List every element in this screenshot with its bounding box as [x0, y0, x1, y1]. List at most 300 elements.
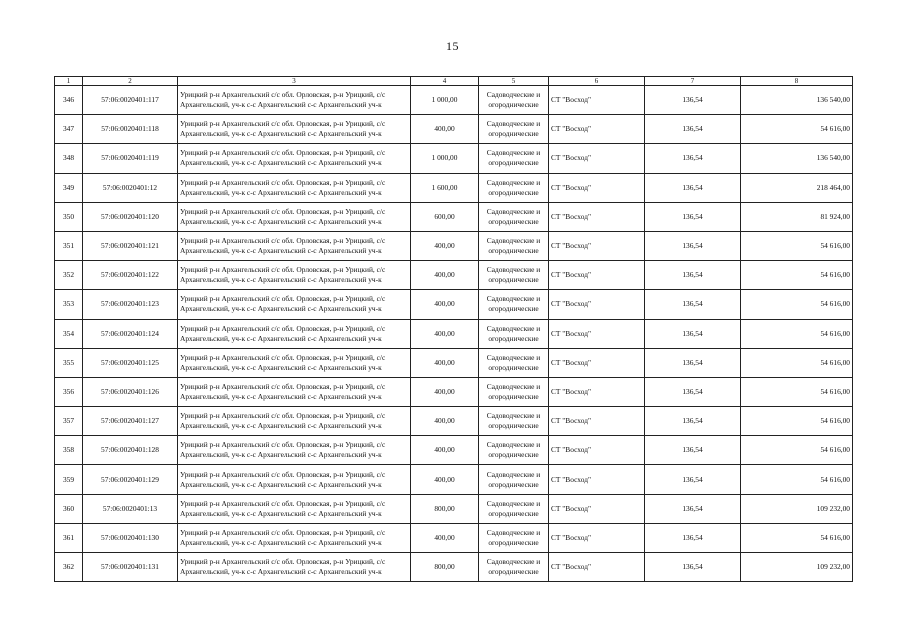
row-number: 354: [62, 328, 75, 338]
row-number: 356: [62, 386, 75, 396]
cadastral-number-cell: [83, 377, 178, 406]
purpose-line-2: огороднические: [488, 508, 539, 518]
cadastral-number-cell: [83, 436, 178, 465]
column-header: 8: [741, 77, 853, 86]
cadastral-number-cell: [83, 319, 178, 348]
address-cell: [178, 465, 411, 494]
address-line-2: Архангельский, уч-к с-с Архангельский с-с Архангельский уч-к: [180, 246, 382, 256]
cadastral-value: 109 232,00: [816, 503, 850, 513]
row-number: 361: [62, 532, 75, 542]
row-number-cell: [55, 553, 83, 582]
cadastral-number: 57:06:0020401:120: [101, 211, 159, 221]
cadastral-number: 57:06:0020401:129: [101, 474, 159, 484]
area-cell: [411, 465, 479, 494]
unit-price-cell: [645, 377, 741, 406]
unit-price-cell: [645, 319, 741, 348]
address-cell: [178, 86, 411, 115]
purpose-cell: [479, 144, 549, 173]
owner-name: СТ "Восход": [551, 532, 591, 542]
owner-cell: [549, 523, 645, 552]
table-row: [55, 465, 853, 494]
address-cell: [178, 261, 411, 290]
purpose-cell: [479, 86, 549, 115]
address-cell: [178, 494, 411, 523]
row-number: 353: [62, 299, 75, 309]
purpose-line-2: огороднические: [488, 216, 539, 226]
purpose-cell: [479, 231, 549, 260]
cadastral-number-cell: [83, 202, 178, 231]
row-number-cell: [55, 115, 83, 144]
column-header: 4: [411, 77, 479, 86]
row-number-cell: [55, 436, 83, 465]
area-value: 400,00: [434, 357, 455, 367]
cadastral-number-cell: [83, 231, 178, 260]
cadastral-number-cell: [83, 494, 178, 523]
row-number: 351: [62, 241, 75, 251]
cadastral-number-cell: [83, 173, 178, 202]
purpose-line-1: Садоводческие и: [486, 381, 541, 391]
owner-name: СТ "Восход": [551, 124, 591, 134]
cadastral-value-cell: [741, 523, 853, 552]
unit-price: 136,54: [682, 241, 703, 251]
area-cell: [411, 523, 479, 552]
address-line-1: Урицкий р-н Архангельский с/с обл. Орловская, р-н Урицкий, с/с: [180, 294, 386, 304]
address-cell: [178, 348, 411, 377]
cadastral-value: 54 616,00: [820, 445, 850, 455]
area-value: 400,00: [434, 299, 455, 309]
row-number: 352: [62, 270, 75, 280]
table-row: [55, 115, 853, 144]
row-number-cell: [55, 377, 83, 406]
unit-price: 136,54: [682, 357, 703, 367]
unit-price-cell: [645, 86, 741, 115]
unit-price-cell: [645, 202, 741, 231]
cadastral-number: 57:06:0020401:126: [101, 386, 159, 396]
address-cell: [178, 523, 411, 552]
owner-name: СТ "Восход": [551, 357, 591, 367]
area-cell: [411, 144, 479, 173]
purpose-line-1: Садоводческие и: [486, 148, 541, 158]
purpose-line-1: Садоводческие и: [486, 440, 541, 450]
cadastral-number: 57:06:0020401:130: [101, 532, 159, 542]
owner-cell: [549, 553, 645, 582]
purpose-cell: [479, 436, 549, 465]
cadastral-number-cell: [83, 553, 178, 582]
purpose-line-1: Садоводческие и: [486, 236, 541, 246]
purpose-line-2: огороднические: [488, 479, 539, 489]
cadastral-value: 54 616,00: [820, 328, 850, 338]
cadastral-number: 57:06:0020401:125: [101, 357, 159, 367]
purpose-line-1: Садоводческие и: [486, 498, 541, 508]
owner-name: СТ "Восход": [551, 182, 591, 192]
owner-name: СТ "Восход": [551, 95, 591, 105]
purpose-cell: [479, 319, 549, 348]
address-line-1: Урицкий р-н Архангельский с/с обл. Орловская, р-н Урицкий, с/с: [180, 148, 386, 158]
purpose-line-1: Садоводческие и: [486, 265, 541, 275]
purpose-cell: [479, 173, 549, 202]
cadastral-value-cell: [741, 465, 853, 494]
table-row: [55, 261, 853, 290]
cadastral-value-cell: [741, 231, 853, 260]
owner-name: СТ "Восход": [551, 270, 591, 280]
area-value: 1 000,00: [431, 95, 458, 105]
cadastral-value-cell: [741, 86, 853, 115]
purpose-line-1: Садоводческие и: [486, 411, 541, 421]
address-line-2: Архангельский, уч-к с-с Архангельский с-с Архангельский уч-к: [180, 362, 382, 372]
cadastral-number: 57:06:0020401:121: [101, 241, 159, 251]
cadastral-number: 57:06:0020401:124: [101, 328, 159, 338]
area-cell: [411, 173, 479, 202]
table-row: [55, 144, 853, 173]
column-header: 1: [55, 77, 83, 86]
cadastral-value: 136 540,00: [816, 95, 850, 105]
area-value: 400,00: [434, 124, 455, 134]
table-row: [55, 202, 853, 231]
cadastral-value: 81 924,00: [820, 211, 850, 221]
cadastral-value-cell: [741, 553, 853, 582]
address-line-2: Архангельский, уч-к с-с Архангельский с-с Архангельский уч-к: [180, 479, 382, 489]
area-value: 400,00: [434, 241, 455, 251]
owner-cell: [549, 173, 645, 202]
area-cell: [411, 436, 479, 465]
owner-name: СТ "Восход": [551, 241, 591, 251]
unit-price-cell: [645, 290, 741, 319]
address-line-2: Архангельский, уч-к с-с Архангельский с-с Архангельский уч-к: [180, 567, 382, 577]
cadastral-value-cell: [741, 173, 853, 202]
unit-price: 136,54: [682, 153, 703, 163]
cadastral-value-cell: [741, 290, 853, 319]
area-value: 400,00: [434, 386, 455, 396]
owner-cell: [549, 377, 645, 406]
owner-cell: [549, 202, 645, 231]
land-plot-register-table: [54, 76, 853, 582]
area-value: 400,00: [434, 416, 455, 426]
cadastral-number-cell: [83, 465, 178, 494]
cadastral-value: 54 616,00: [820, 299, 850, 309]
table-row: [55, 523, 853, 552]
address-line-1: Урицкий р-н Архангельский с/с обл. Орловская, р-н Урицкий, с/с: [180, 236, 386, 246]
cadastral-value: 109 232,00: [816, 562, 850, 572]
purpose-line-1: Садоводческие и: [486, 469, 541, 479]
address-cell: [178, 436, 411, 465]
unit-price-cell: [645, 465, 741, 494]
purpose-line-1: Садоводческие и: [486, 352, 541, 362]
address-line-1: Урицкий р-н Архангельский с/с обл. Орловская, р-н Урицкий, с/с: [180, 265, 386, 275]
area-value: 400,00: [434, 532, 455, 542]
unit-price-cell: [645, 144, 741, 173]
row-number-cell: [55, 348, 83, 377]
owner-name: СТ "Восход": [551, 474, 591, 484]
owner-cell: [549, 465, 645, 494]
cadastral-number-cell: [83, 290, 178, 319]
cadastral-value-cell: [741, 407, 853, 436]
unit-price: 136,54: [682, 562, 703, 572]
cadastral-value-cell: [741, 436, 853, 465]
area-cell: [411, 261, 479, 290]
cadastral-number: 57:06:0020401:127: [101, 416, 159, 426]
cadastral-value-cell: [741, 377, 853, 406]
area-cell: [411, 86, 479, 115]
unit-price-cell: [645, 261, 741, 290]
cadastral-value-cell: [741, 202, 853, 231]
cadastral-value-cell: [741, 115, 853, 144]
address-cell: [178, 319, 411, 348]
table-row: [55, 377, 853, 406]
purpose-line-1: Садоводческие и: [486, 90, 541, 100]
column-header: 7: [645, 77, 741, 86]
owner-cell: [549, 290, 645, 319]
purpose-cell: [479, 290, 549, 319]
cadastral-number-cell: [83, 523, 178, 552]
cadastral-value: 54 616,00: [820, 270, 850, 280]
area-value: 400,00: [434, 270, 455, 280]
owner-cell: [549, 319, 645, 348]
address-cell: [178, 407, 411, 436]
row-number: 358: [62, 445, 75, 455]
purpose-line-1: Садоводческие и: [486, 557, 541, 567]
area-cell: [411, 290, 479, 319]
cadastral-number: 57:06:0020401:123: [101, 299, 159, 309]
area-cell: [411, 377, 479, 406]
cadastral-number: 57:06:0020401:119: [101, 153, 159, 163]
owner-cell: [549, 494, 645, 523]
owner-name: СТ "Восход": [551, 562, 591, 572]
purpose-line-2: огороднические: [488, 187, 539, 197]
address-line-2: Архангельский, уч-к с-с Архангельский с-с Архангельский уч-к: [180, 537, 382, 547]
address-cell: [178, 202, 411, 231]
address-line-2: Архангельский, уч-к с-с Архангельский с-с Архангельский уч-к: [180, 333, 382, 343]
address-line-2: Архангельский, уч-к с-с Архангельский с-с Архангельский уч-к: [180, 391, 382, 401]
table-row: [55, 494, 853, 523]
purpose-line-1: Садоводческие и: [486, 119, 541, 129]
purpose-cell: [479, 261, 549, 290]
unit-price: 136,54: [682, 182, 703, 192]
unit-price: 136,54: [682, 124, 703, 134]
purpose-line-2: огороднические: [488, 304, 539, 314]
address-line-1: Урицкий р-н Архангельский с/с обл. Орловская, р-н Урицкий, с/с: [180, 90, 386, 100]
address-line-1: Урицкий р-н Архангельский с/с обл. Орловская, р-н Урицкий, с/с: [180, 323, 386, 333]
row-number: 346: [62, 95, 75, 105]
cadastral-value: 136 540,00: [816, 153, 850, 163]
address-line-2: Архангельский, уч-к с-с Архангельский с-с Архангельский уч-к: [180, 158, 382, 168]
area-cell: [411, 494, 479, 523]
unit-price-cell: [645, 407, 741, 436]
address-line-1: Урицкий р-н Архангельский с/с обл. Орловская, р-н Урицкий, с/с: [180, 527, 386, 537]
row-number-cell: [55, 465, 83, 494]
table-body: [55, 86, 853, 582]
address-line-1: Урицкий р-н Архангельский с/с обл. Орловская, р-н Урицкий, с/с: [180, 206, 386, 216]
cadastral-number-cell: [83, 144, 178, 173]
column-header: 6: [549, 77, 645, 86]
purpose-cell: [479, 553, 549, 582]
address-line-1: Урицкий р-н Архангельский с/с обл. Орловская, р-н Урицкий, с/с: [180, 352, 386, 362]
cadastral-number-cell: [83, 407, 178, 436]
cadastral-number: 57:06:0020401:13: [102, 503, 158, 513]
owner-name: СТ "Восход": [551, 211, 591, 221]
area-cell: [411, 115, 479, 144]
column-number-header-row: [55, 77, 853, 86]
address-line-2: Архангельский, уч-к с-с Архангельский с-с Архангельский уч-к: [180, 421, 382, 431]
owner-cell: [549, 231, 645, 260]
purpose-line-2: огороднические: [488, 129, 539, 139]
cadastral-number: 57:06:0020401:122: [101, 270, 159, 280]
address-line-2: Архангельский, уч-к с-с Архангельский с-с Архангельский уч-к: [180, 129, 382, 139]
cadastral-value: 54 616,00: [820, 474, 850, 484]
unit-price-cell: [645, 523, 741, 552]
area-cell: [411, 407, 479, 436]
address-cell: [178, 144, 411, 173]
unit-price-cell: [645, 494, 741, 523]
purpose-cell: [479, 523, 549, 552]
address-cell: [178, 553, 411, 582]
purpose-line-2: огороднические: [488, 246, 539, 256]
row-number: 350: [62, 211, 75, 221]
unit-price-cell: [645, 173, 741, 202]
row-number: 349: [62, 182, 75, 192]
owner-cell: [549, 86, 645, 115]
row-number-cell: [55, 86, 83, 115]
purpose-cell: [479, 494, 549, 523]
unit-price: 136,54: [682, 95, 703, 105]
purpose-cell: [479, 465, 549, 494]
cadastral-value: 54 616,00: [820, 416, 850, 426]
owner-cell: [549, 436, 645, 465]
purpose-cell: [479, 202, 549, 231]
area-value: 1 600,00: [431, 182, 458, 192]
row-number-cell: [55, 407, 83, 436]
unit-price-cell: [645, 115, 741, 144]
address-line-1: Урицкий р-н Архангельский с/с обл. Орловская, р-н Урицкий, с/с: [180, 557, 386, 567]
area-value: 400,00: [434, 328, 455, 338]
address-line-2: Архангельский, уч-к с-с Архангельский с-с Архангельский уч-к: [180, 304, 382, 314]
owner-cell: [549, 407, 645, 436]
address-line-2: Архангельский, уч-к с-с Архангельский с-с Архангельский уч-к: [180, 450, 382, 460]
unit-price: 136,54: [682, 474, 703, 484]
cadastral-value: 54 616,00: [820, 532, 850, 542]
row-number-cell: [55, 231, 83, 260]
cadastral-value-cell: [741, 494, 853, 523]
address-cell: [178, 231, 411, 260]
owner-cell: [549, 261, 645, 290]
row-number-cell: [55, 319, 83, 348]
address-line-2: Архангельский, уч-к с-с Архангельский с-с Архангельский уч-к: [180, 100, 382, 110]
row-number: 355: [62, 357, 75, 367]
purpose-line-2: огороднические: [488, 275, 539, 285]
cadastral-value-cell: [741, 261, 853, 290]
owner-name: СТ "Восход": [551, 386, 591, 396]
unit-price-cell: [645, 348, 741, 377]
area-cell: [411, 319, 479, 348]
unit-price: 136,54: [682, 416, 703, 426]
owner-cell: [549, 115, 645, 144]
row-number-cell: [55, 144, 83, 173]
purpose-line-2: огороднические: [488, 158, 539, 168]
cadastral-number: 57:06:0020401:118: [101, 124, 159, 134]
cadastral-number: 57:06:0020401:117: [101, 95, 159, 105]
area-cell: [411, 348, 479, 377]
unit-price: 136,54: [682, 211, 703, 221]
cadastral-number-cell: [83, 115, 178, 144]
owner-name: СТ "Восход": [551, 416, 591, 426]
row-number: 362: [62, 562, 75, 572]
unit-price: 136,54: [682, 328, 703, 338]
purpose-cell: [479, 377, 549, 406]
purpose-line-1: Садоводческие и: [486, 177, 541, 187]
cadastral-value: 218 464,00: [816, 182, 850, 192]
unit-price-cell: [645, 436, 741, 465]
address-line-2: Архангельский, уч-к с-с Архангельский с-с Архангельский уч-к: [180, 275, 382, 285]
area-cell: [411, 231, 479, 260]
purpose-cell: [479, 407, 549, 436]
cadastral-value-cell: [741, 348, 853, 377]
unit-price: 136,54: [682, 270, 703, 280]
cadastral-value-cell: [741, 319, 853, 348]
row-number: 357: [62, 416, 75, 426]
purpose-line-2: огороднические: [488, 362, 539, 372]
purpose-line-1: Садоводческие и: [486, 294, 541, 304]
purpose-cell: [479, 348, 549, 377]
row-number-cell: [55, 202, 83, 231]
cadastral-value: 54 616,00: [820, 386, 850, 396]
purpose-line-2: огороднические: [488, 537, 539, 547]
table-row: [55, 348, 853, 377]
purpose-cell: [479, 115, 549, 144]
owner-name: СТ "Восход": [551, 328, 591, 338]
cadastral-value-cell: [741, 144, 853, 173]
cadastral-value: 54 616,00: [820, 124, 850, 134]
area-value: 1 000,00: [431, 153, 458, 163]
cadastral-number: 57:06:0020401:128: [101, 445, 159, 455]
unit-price: 136,54: [682, 503, 703, 513]
cadastral-value: 54 616,00: [820, 241, 850, 251]
address-cell: [178, 173, 411, 202]
table-row: [55, 553, 853, 582]
table-row: [55, 231, 853, 260]
row-number-cell: [55, 290, 83, 319]
row-number: 348: [62, 153, 75, 163]
cadastral-number: 57:06:0020401:131: [101, 562, 159, 572]
area-value: 400,00: [434, 474, 455, 484]
purpose-line-1: Садоводческие и: [486, 206, 541, 216]
unit-price: 136,54: [682, 532, 703, 542]
cadastral-number: 57:06:0020401:12: [102, 182, 158, 192]
unit-price-cell: [645, 231, 741, 260]
table-row: [55, 319, 853, 348]
purpose-line-2: огороднические: [488, 100, 539, 110]
area-cell: [411, 202, 479, 231]
row-number-cell: [55, 261, 83, 290]
row-number: 347: [62, 124, 75, 134]
owner-name: СТ "Восход": [551, 153, 591, 163]
purpose-line-2: огороднические: [488, 450, 539, 460]
address-line-1: Урицкий р-н Архангельский с/с обл. Орловская, р-н Урицкий, с/с: [180, 119, 386, 129]
table-row: [55, 290, 853, 319]
address-line-1: Урицкий р-н Архангельский с/с обл. Орловская, р-н Урицкий, с/с: [180, 440, 386, 450]
owner-name: СТ "Восход": [551, 445, 591, 455]
address-line-2: Архангельский, уч-к с-с Архангельский с-с Архангельский уч-к: [180, 508, 382, 518]
area-value: 400,00: [434, 445, 455, 455]
purpose-line-1: Садоводческие и: [486, 527, 541, 537]
table-row: [55, 86, 853, 115]
address-line-1: Урицкий р-н Архангельский с/с обл. Орловская, р-н Урицкий, с/с: [180, 498, 386, 508]
area-value: 800,00: [434, 503, 455, 513]
address-line-1: Урицкий р-н Архангельский с/с обл. Орловская, р-н Урицкий, с/с: [180, 177, 386, 187]
row-number-cell: [55, 173, 83, 202]
address-line-2: Архангельский, уч-к с-с Архангельский с-с Архангельский уч-к: [180, 187, 382, 197]
unit-price-cell: [645, 553, 741, 582]
purpose-line-2: огороднические: [488, 391, 539, 401]
address-line-2: Архангельский, уч-к с-с Архангельский с-с Архангельский уч-к: [180, 216, 382, 226]
